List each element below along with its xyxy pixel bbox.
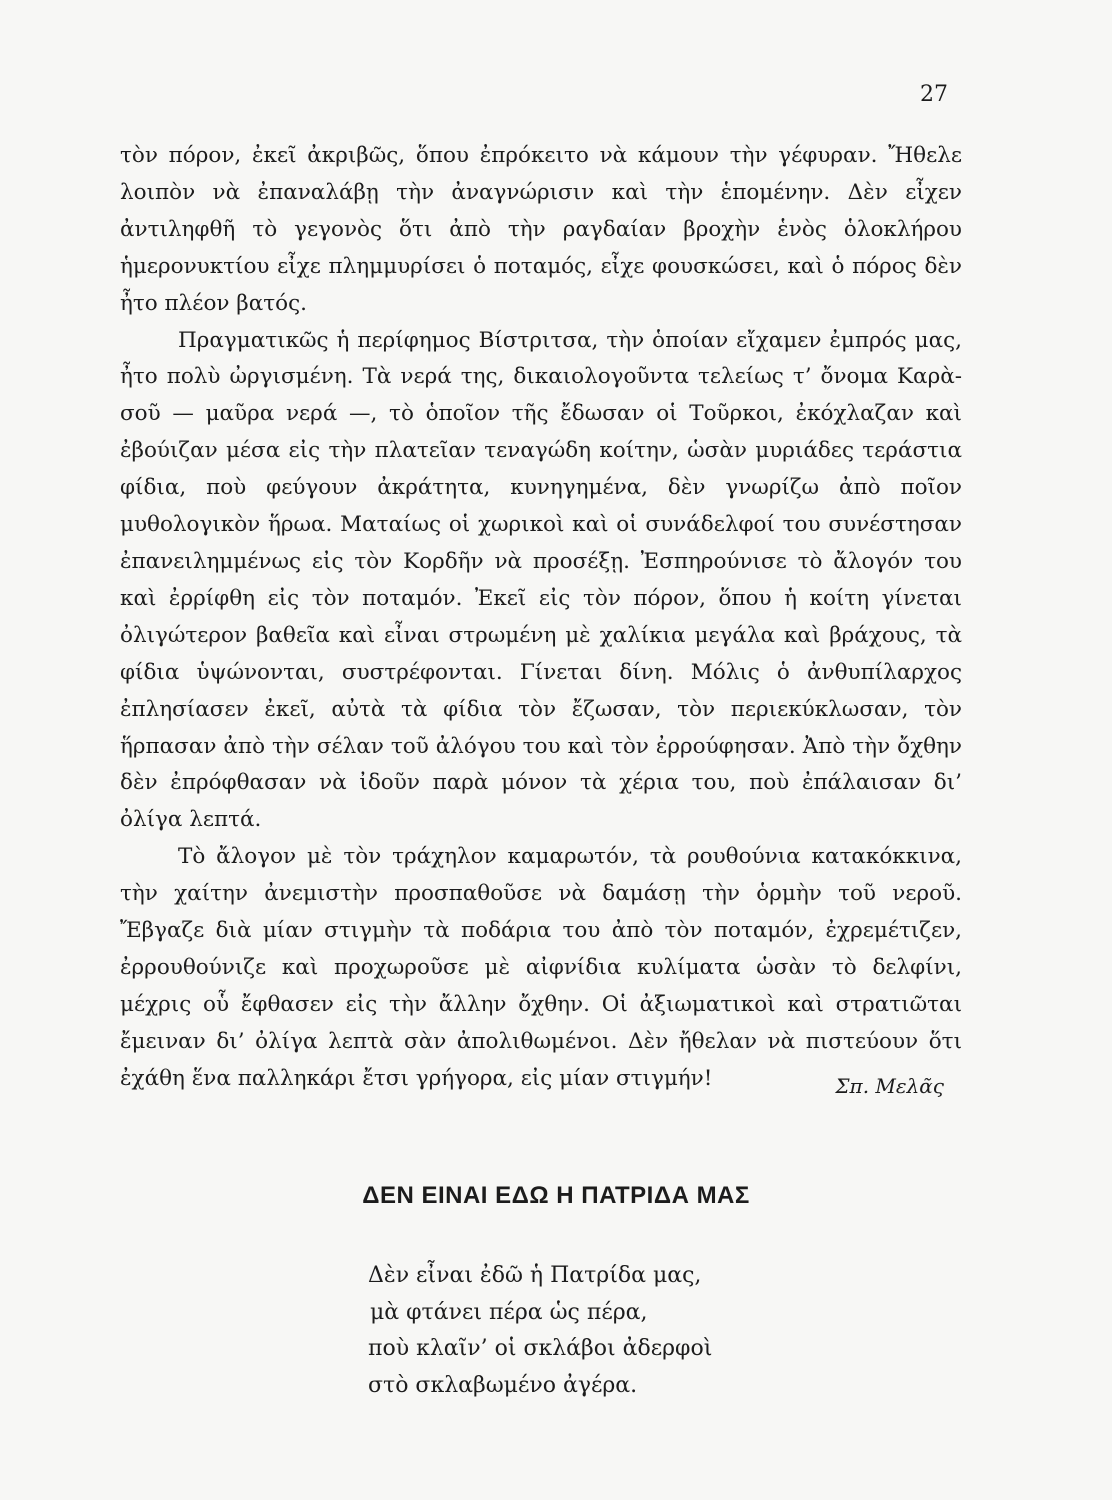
poem-line: ποὺ κλαῖν’ οἱ σκλάβοι ἀδερφοὶ <box>368 1336 713 1361</box>
poem-stanza <box>368 1258 788 1404</box>
poem-line: στὸ σκλαβωμένο ἀγέρα. <box>368 1372 638 1398</box>
poem-line: Δὲν εἶναι ἐδῶ ἡ Πατρίδα μας, <box>368 1263 702 1288</box>
paragraph: Τὸ ἄλογον μὲ τὸν τράχηλον καμαρωτόν, τὰ ρουθούνια κατακόκκινα, τὴν χαίτην ἀνεμιστὴν προσπαθοῦσε νὰ δαμάσῃ τὴν ὁρμὴν τοῦ νεροῦ. Ἔβγαζε διὰ μίαν στιγμὴν τὰ ποδάρια του ἀπὸ τὸν ποταμόν, ἐχρεμέτιζεν, ἐρρουθούνιζε καὶ προχωροῦσε μὲ αἰφνίδια κυλίματα ὡσὰν τὸ δελφίνι, μέχρις οὗ ἔφθασεν εἰς τὴν ἄλλην ὄχθην. Οἱ ἀξιωματικοὶ καὶ στρατιῶται ἔμειναν δι’ ὀλίγα λεπτὰ σὰν ἀπολιθωμένοι. Δὲν ἤθελαν νὰ πιστεύουν ὅτι ἐχάθη ἕνα παλληκάρι ἔτσι γρήγορα, εἰς μίαν στιγμήν! <box>120 844 962 1091</box>
paragraph: Πραγματικῶς ἡ περίφημος Βίστριτσα, τὴν ὁποίαν εἴχαμεν ἐμπρός μας, ἦτο πολὺ ὠργισμένη. Τὰ νερά της, δικαιολογοῦντα τελείως τ’ ὄνομα Καρὰ-σοῦ — μαῦρα νερά —, τὸ ὁποῖον τῆς ἔδωσαν οἱ Τοῦρκοι, ἐκόχλαζαν καὶ ἐβούιζαν μέσα εἰς τὴν πλατεῖαν τεναγώδη κοίτην, ὡσὰν μυριάδες τεράστια φίδια, ποὺ φεύγουν ἀκράτητα, κυνηγημένα, δὲν γνωρίζω ἀπὸ ποῖον μυθολογικὸν ἥρωα. Ματαίως οἱ χωρικοὶ καὶ οἱ συνάδελφοί του συνέστησαν ἐπανειλημμένως εἰς τὸν Κορδῆν νὰ προσέξῃ. Ἐσπηρούνισε τὸ ἄλογόν του καὶ ἐρρίφθη εἰς τὸν ποταμόν. Ἐκεῖ εἰς τὸν πόρον, ὅπου ἡ κοίτη γίνεται ὀλιγώτερον βαθεῖα καὶ εἶναι στρωμένη μὲ χαλίκια μεγάλα καὶ βράχους, τὰ φίδια ὑψώνονται, συστρέφονται. Γίνεται δίνη. Μόλις ὁ ἀνθυπίλαρχος ἐπλησίασεν ἐκεῖ, αὐτὰ τὰ φίδια τὸν ἔζωσαν, τὸν περιεκύκλωσαν, τὸν ἥρπασαν ἀπὸ τὴν σέλαν τοῦ ἀλόγου του καὶ τὸν ἐρρούφησαν. Ἀπὸ τὴν ὄχθην δὲν ἐπρόφθασαν νὰ ἰδοῦν παρὰ μόνον τὰ χέρια του, ποὺ ἐπάλαισαν δι’ ὀλίγα λεπτά. <box>120 327 962 833</box>
poem-line: μὰ φτάνει πέρα ὡς πέρα, <box>370 1299 648 1325</box>
author-signature: Σπ. Μελᾶς <box>835 1074 944 1098</box>
page-number: 27 <box>920 82 948 107</box>
poem-title: ΔΕΝ ΕΙΝΑΙ ΕΔΩ Η ΠΑΤΡΙΔΑ ΜΑΣ <box>362 1182 750 1209</box>
article-body <box>120 138 962 1098</box>
paragraph: τὸν πόρον, ἐκεῖ ἀκριβῶς, ὅπου ἐπρόκειτο νὰ κάμουν τὴν γέφυραν. Ἤθελε λοιπὸν νὰ ἐπαναλάβῃ τὴν ἀναγνώρισιν καὶ τὴν ἑπομένην. Δὲν εἶχεν ἀντιληφθῆ τὸ γεγονὸς ὅτι ἀπὸ τὴν ραγδαίαν βροχὴν ἑνὸς ὁλοκλήρου ἡμερονυκτίου εἶχε πλημμυρίσει ὁ ποταμός, εἶχε φουσκώσει, καὶ ὁ πόρος δὲν ἦτο πλέον βατός. <box>120 143 962 316</box>
